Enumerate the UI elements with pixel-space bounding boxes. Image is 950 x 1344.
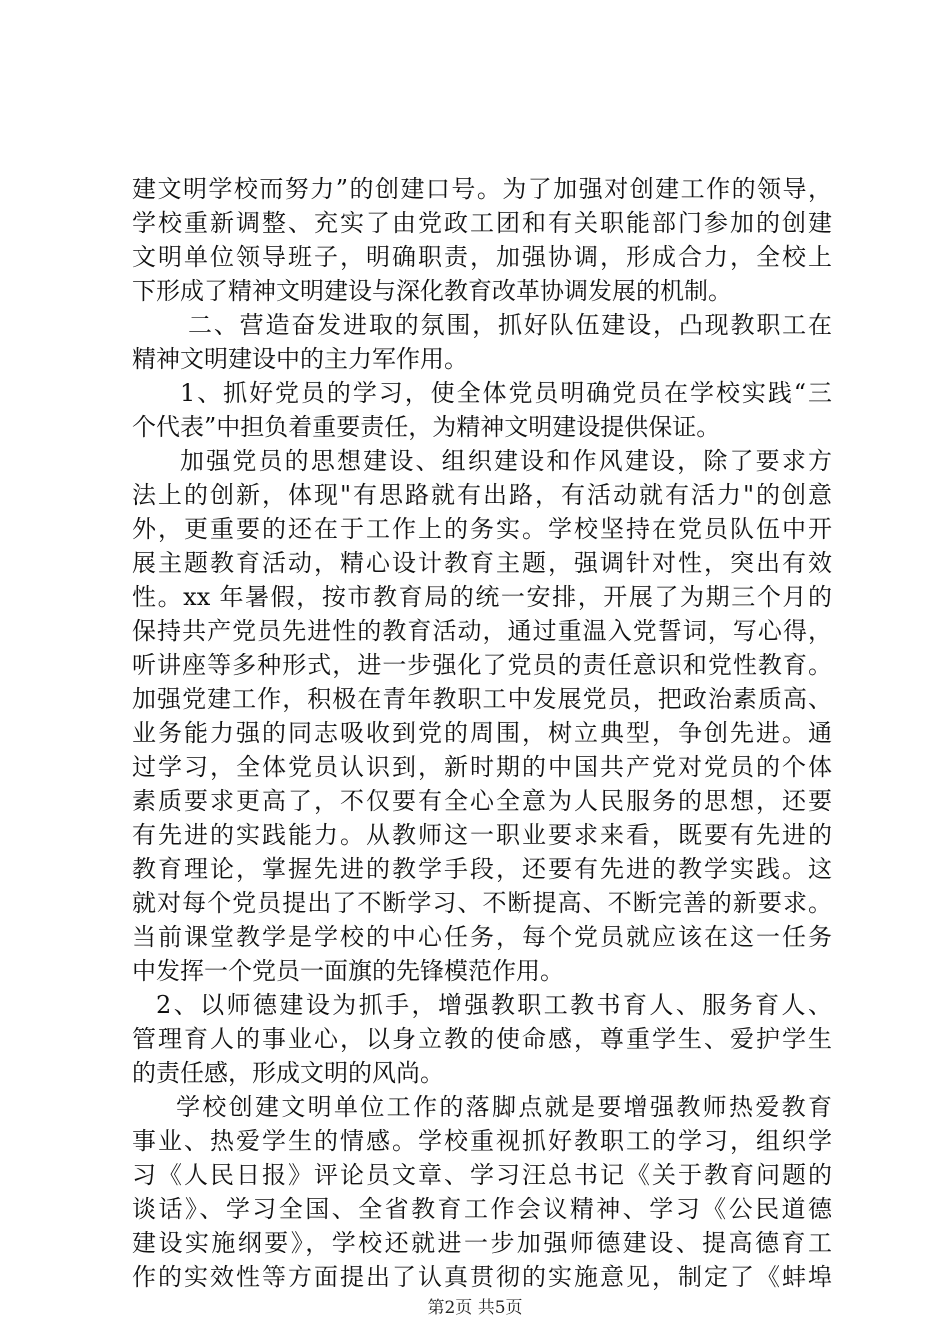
text-line: 建设实施纲要》，学校还就进一步加强师德建设、提高德育工 [132, 1229, 832, 1257]
text-line: 学校创建文明单位工作的落脚点就是要增强教师热爱教育 [176, 1093, 832, 1121]
text-line: 素质要求更高了，不仅要有全心全意为人民服务的思想，还要 [132, 787, 832, 815]
text-line: 谈话》、学习全国、全省教育工作会议精神、学习《公民道德 [132, 1195, 832, 1223]
subheading-line: 管理育人的事业心，以身立教的使命感，尊重学生、爱护学生 [132, 1025, 832, 1053]
text-line: 保持共产党员先进性的教育活动，通过重温入党誓词，写心得， [132, 617, 832, 645]
subheading-line: 个代表”中担负着重要责任，为精神文明建设提供保证。 [132, 413, 721, 441]
subheading-line: 1、抓好党员的学习，使全体党员明确党员在学校实践“三 [180, 379, 832, 407]
text-line: 作的实效性等方面提出了认真贯彻的实施意见，制定了《蚌埠 [132, 1263, 832, 1291]
section-heading-line: 精神文明建设中的主力军作用。 [132, 345, 468, 373]
text-line: 文明单位领导班子，明确职责，加强协调，形成合力，全校上 [132, 243, 832, 271]
subheading-line: 的责任感，形成文明的风尚。 [132, 1059, 444, 1087]
text-line: 就对每个党员提出了不断学习、不断提高、不断完善的新要求。 [132, 889, 832, 917]
section-heading-line: 二、营造奋发进取的氛围，抓好队伍建设，凸现教职工在 [188, 311, 832, 339]
text-line: 习《人民日报》评论员文章、学习汪总书记《关于教育问题的 [132, 1161, 832, 1189]
text-line: 当前课堂教学是学校的中心任务，每个党员就应该在这一任务 [132, 923, 832, 951]
text-line: 学校重新调整、充实了由党政工团和有关职能部门参加的创建 [132, 209, 832, 237]
text-line: 听讲座等多种形式，进一步强化了党员的责任意识和党性教育。 [132, 651, 832, 679]
text-line: 性。xx 年暑假，按市教育局的统一安排，开展了为期三个月的 [132, 583, 832, 611]
text-line: 过学习，全体党员认识到，新时期的中国共产党对党员的个体 [132, 753, 832, 781]
text-line: 展主题教育活动，精心设计教育主题，强调针对性，突出有效 [132, 549, 832, 577]
text-line: 法上的创新，体现"有思路就有出路，有活动就有活力"的创意 [132, 481, 832, 509]
subheading-line: 2、以师德建设为抓手，增强教职工教书育人、服务育人、 [156, 991, 832, 1019]
text-line: 加强党员的思想建设、组织建设和作风建设，除了要求方 [180, 447, 832, 475]
text-line: 下形成了精神文明建设与深化教育改革协调发展的机制。 [132, 277, 732, 305]
text-line: 中发挥一个党员一面旗的先锋模范作用。 [132, 957, 564, 985]
page-number-footer: 第2页 共5页 [427, 1298, 523, 1318]
text-line: 有先进的实践能力。从教师这一职业要求来看，既要有先进的 [132, 821, 832, 849]
text-line: 建文明学校而努力”的创建口号。为了加强对创建工作的领导， [132, 175, 832, 203]
body-text [132, 172, 832, 1294]
text-line: 外，更重要的还在于工作上的务实。学校坚持在党员队伍中开 [132, 515, 832, 543]
text-line: 事业、热爱学生的情感。学校重视抓好教职工的学习，组织学 [132, 1127, 832, 1155]
text-line: 教育理论，掌握先进的教学手段，还要有先进的教学实践。这 [132, 855, 832, 883]
text-line: 加强党建工作，积极在青年教职工中发展党员，把政治素质高、 [132, 685, 832, 713]
text-line: 业务能力强的同志吸收到党的周围，树立典型，争创先进。通 [132, 719, 832, 747]
